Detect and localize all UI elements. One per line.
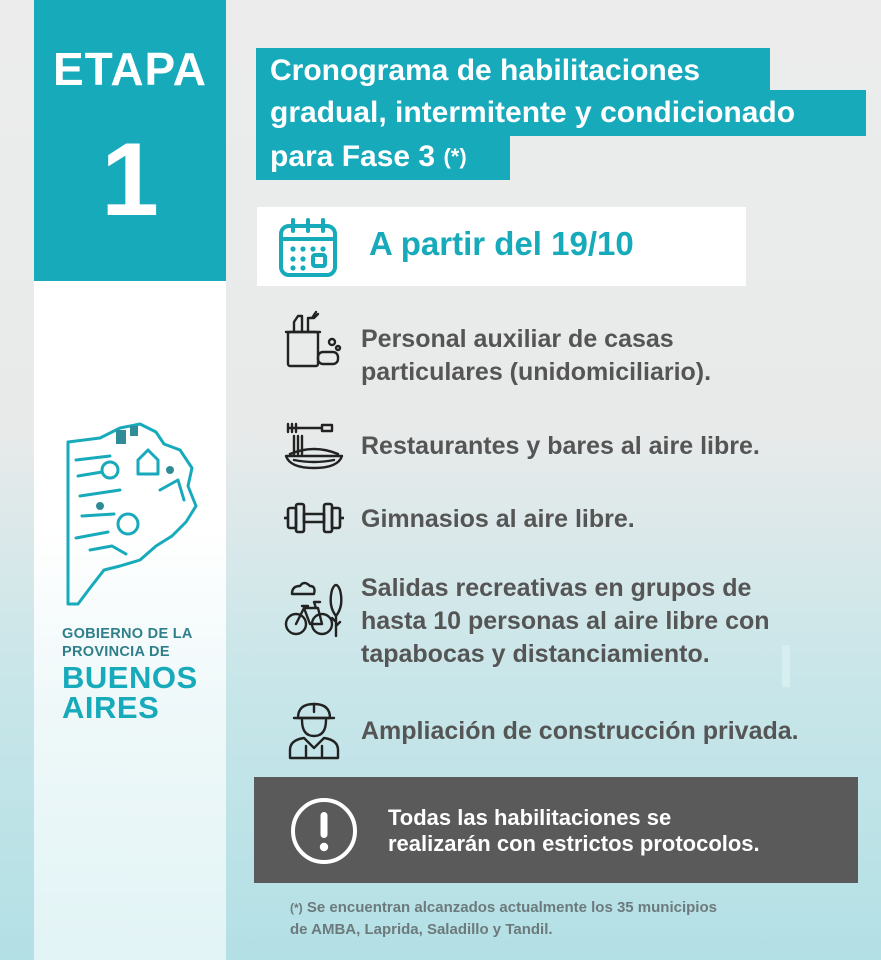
gov-text-line1: GOBIERNO DE LA bbox=[62, 626, 193, 642]
calendar-icon bbox=[277, 217, 339, 279]
title-text-3: para Fase 3 bbox=[270, 140, 436, 173]
footnote bbox=[290, 897, 717, 941]
title-line-2 bbox=[256, 90, 866, 136]
stage-badge bbox=[34, 0, 226, 281]
title-line-3 bbox=[256, 134, 510, 180]
exclamation-circle-icon bbox=[290, 797, 358, 865]
item-recreation-line3: tapabocas y distanciamiento. bbox=[361, 640, 710, 668]
stage-number: 1 bbox=[101, 122, 159, 238]
brand-aires: AIRES bbox=[62, 690, 160, 725]
item-restaurants: Restaurantes y bares al aire libre. bbox=[361, 432, 760, 460]
item-construction: Ampliación de construcción privada. bbox=[361, 717, 799, 745]
date-box bbox=[257, 207, 746, 286]
brand-buenos: BUENOS bbox=[62, 660, 198, 695]
alert-text-line2: realizarán con estrictos protocolos. bbox=[388, 831, 760, 856]
bicycle-outdoors-icon bbox=[282, 576, 346, 640]
title-asterisk: (*) bbox=[443, 144, 467, 169]
construction-worker-icon bbox=[282, 698, 346, 762]
item-domestic-workers-line2: particulares (unidomiciliario). bbox=[361, 358, 712, 386]
stage-label: ETAPA bbox=[52, 43, 208, 95]
item-recreation-line2: hasta 10 personas al aire libre con bbox=[361, 607, 770, 635]
alert-text-line1: Todas las habilitaciones se bbox=[388, 805, 672, 830]
title-line-1 bbox=[256, 48, 770, 94]
item-recreation bbox=[361, 572, 770, 671]
protocol-alert bbox=[254, 777, 858, 883]
item-domestic-workers bbox=[361, 323, 711, 389]
date-text: A partir del 19/10 bbox=[369, 225, 634, 262]
footnote-asterisk: (*) bbox=[290, 901, 303, 915]
alert-text bbox=[388, 805, 760, 857]
title-text-1: Cronograma de habilitaciones bbox=[270, 54, 701, 87]
gov-text-line2: PROVINCIA DE bbox=[62, 644, 170, 660]
dumbbell-icon bbox=[282, 486, 346, 550]
footnote-line2: de AMBA, Laprida, Saladillo y Tandil. bbox=[290, 921, 553, 938]
item-recreation-line1: Salidas recreativas en grupos de bbox=[361, 574, 752, 602]
footnote-line1: Se encuentran alcanzados actualmente los 35 municipios bbox=[306, 899, 717, 916]
title-text-2: gradual, intermitente y condicionado bbox=[270, 96, 796, 129]
item-gyms: Gimnasios al aire libre. bbox=[361, 505, 635, 533]
province-map-logo bbox=[60, 420, 200, 610]
cleaning-supplies-icon bbox=[282, 308, 346, 372]
decorative-bar bbox=[782, 645, 790, 687]
item-domestic-workers-line1: Personal auxiliar de casas bbox=[361, 325, 674, 353]
spaghetti-plate-icon bbox=[282, 414, 346, 478]
